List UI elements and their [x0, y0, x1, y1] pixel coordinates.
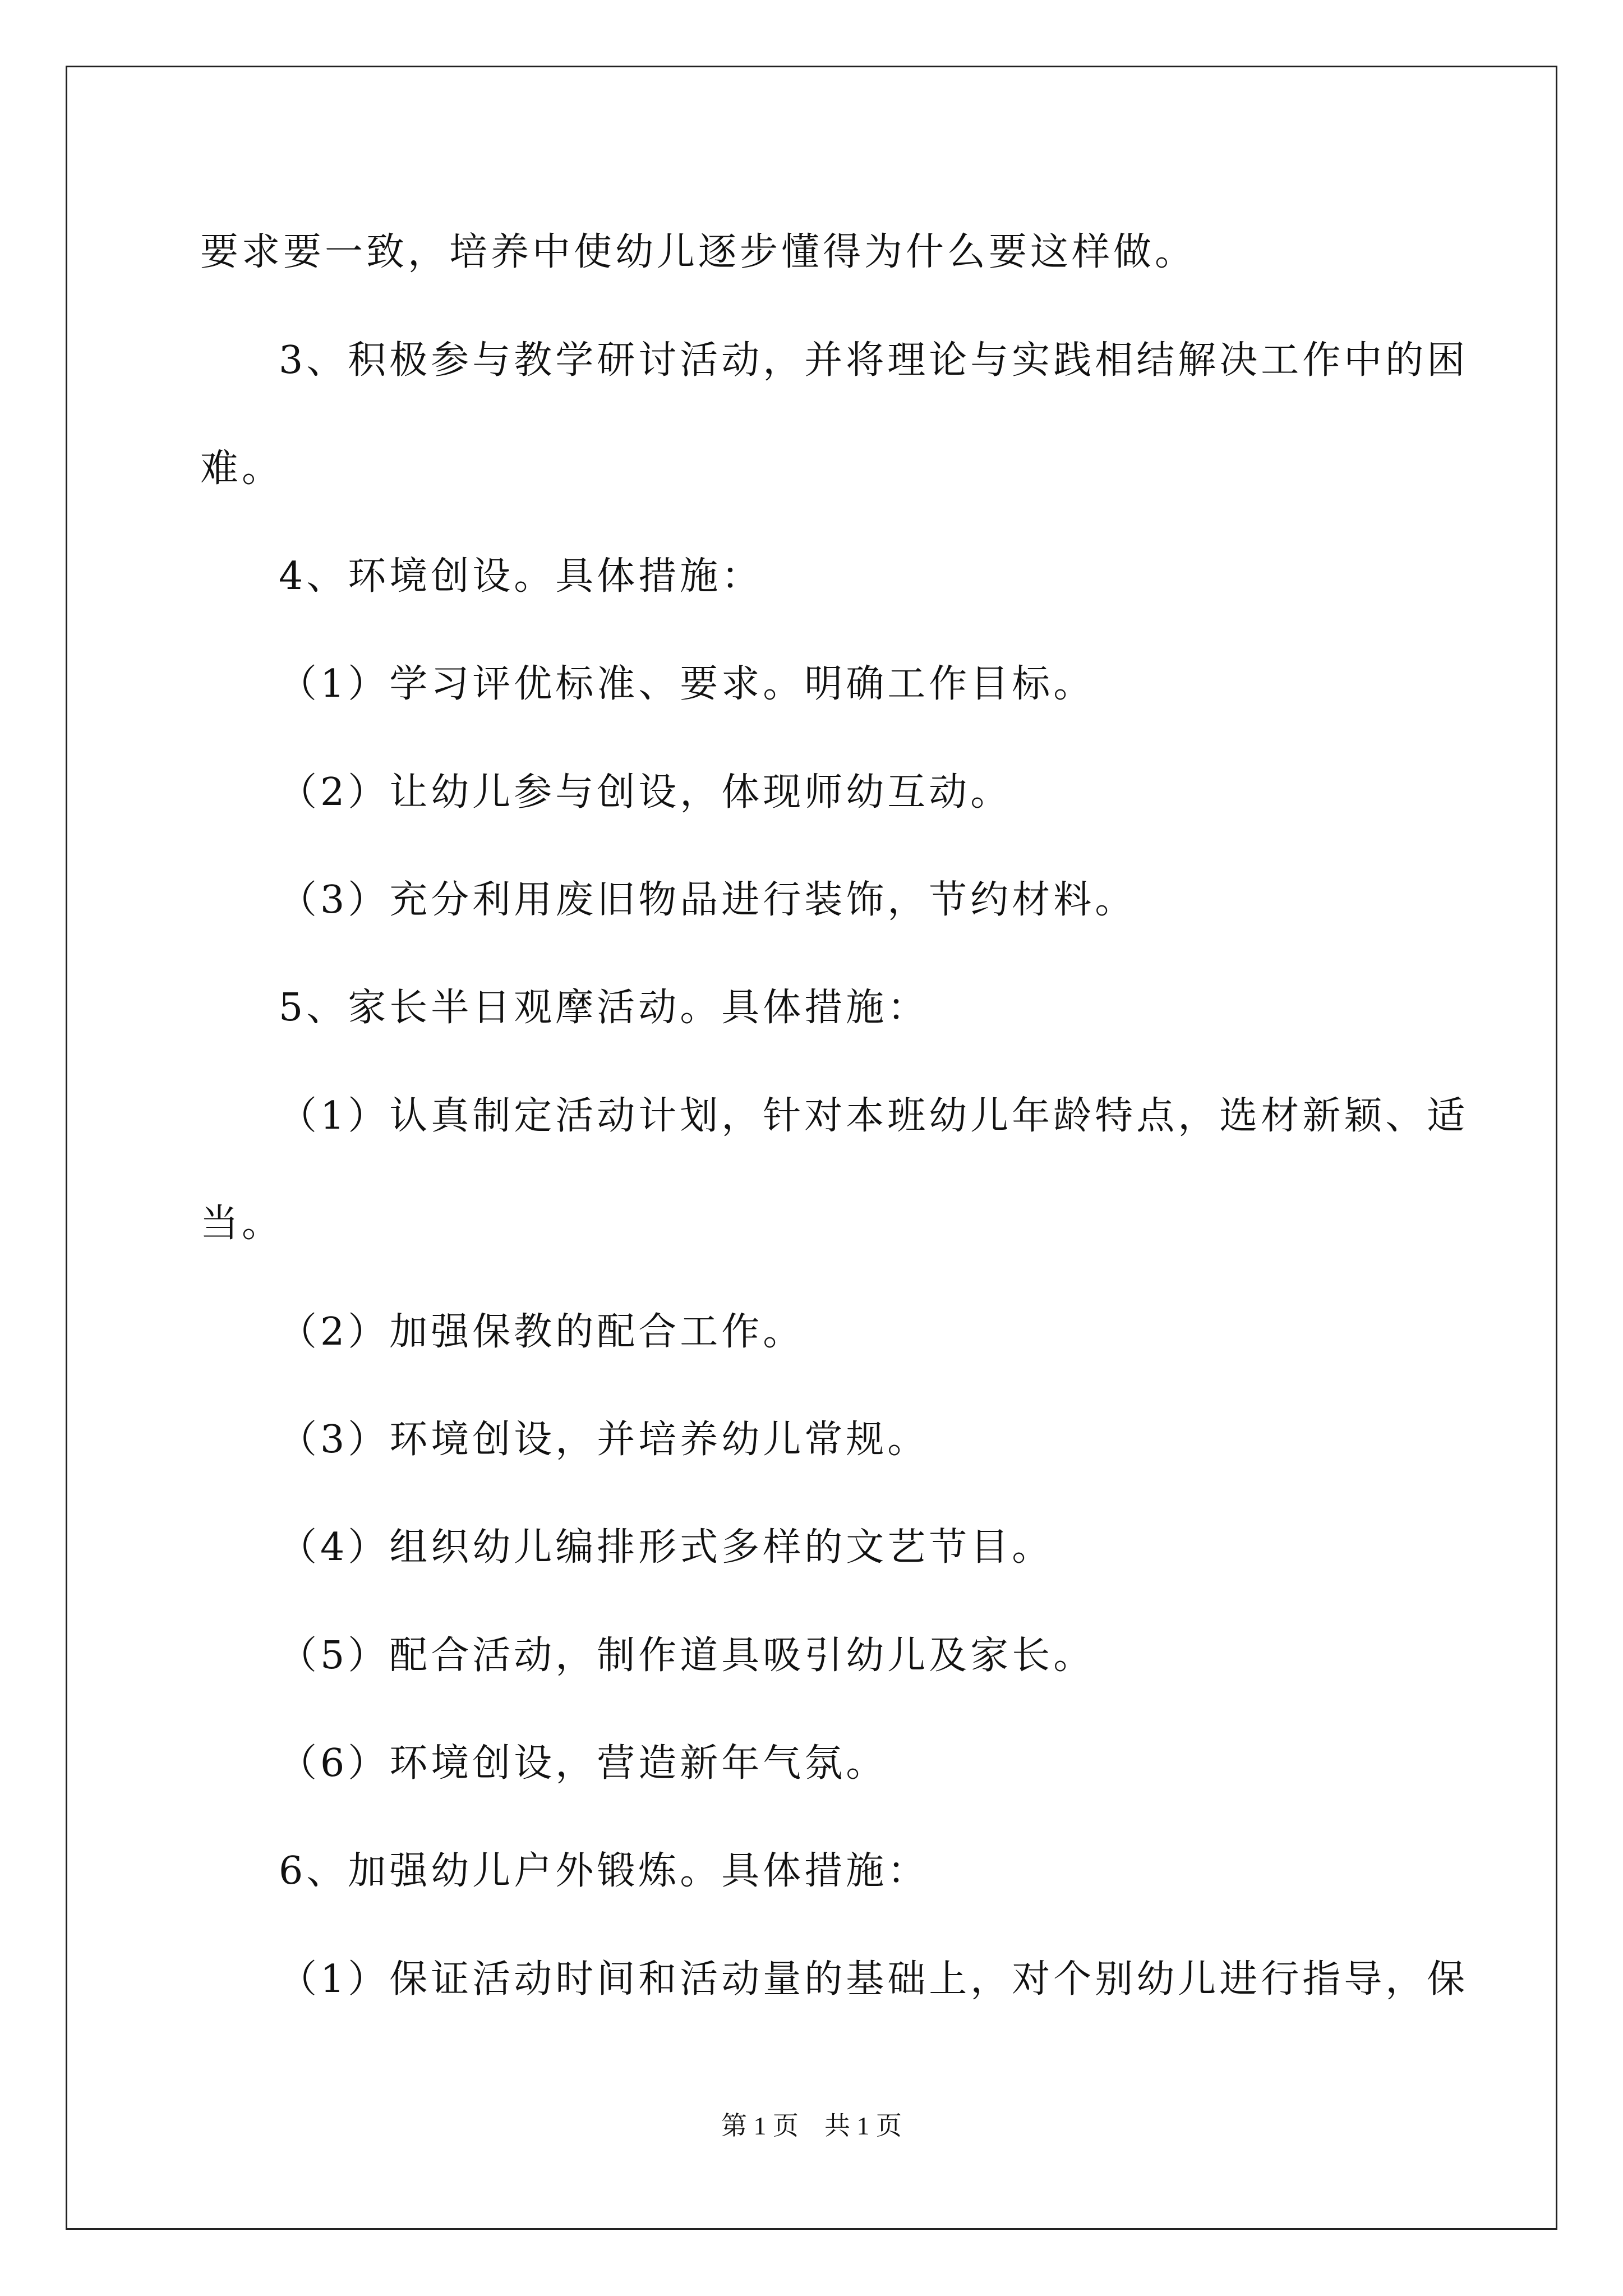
text-line: 5、家长半日观摩活动。具体措施：: [279, 986, 929, 1030]
text-line: 6、加强幼儿户外锻炼。具体措施：: [279, 1849, 929, 1893]
text-line: 4、环境创设。具体措施：: [279, 554, 763, 599]
text-line: 难。: [200, 447, 284, 491]
text-line: （6）环境创设，营造新年气氛。: [279, 1741, 888, 1786]
page-number-footer: 第 1 页 共 1 页: [721, 2111, 902, 2140]
text-line: （3）充分利用废旧物品进行装饰，节约材料。: [279, 878, 1137, 922]
text-line: （1）认真制定活动计划，针对本班幼儿年龄特点，选材新颖、适: [279, 1094, 1469, 1138]
text-line: （5）配合活动，制作道具吸引幼儿及家长。: [279, 1634, 1095, 1678]
text-line: 要求要一致，培养中使幼儿逐步懂得为什么要这样做。: [200, 230, 1197, 274]
text-line: （2）让幼儿参与创设，体现师幼互动。: [279, 770, 1012, 815]
text-line: （2）加强保教的配合工作。: [279, 1310, 805, 1354]
text-line: 当。: [200, 1202, 284, 1246]
text-line: （4）组织幼儿编排形式多样的文艺节目。: [279, 1525, 1054, 1570]
text-line: 3、积极参与教学研讨活动，并将理论与实践相结解决工作中的困: [279, 338, 1469, 383]
text-line: （1）学习评优标准、要求。明确工作目标。: [279, 662, 1095, 706]
text-line: （3）环境创设，并培养幼儿常规。: [279, 1418, 929, 1462]
text-line: （1）保证活动时间和活动量的基础上，对个别幼儿进行指导，保: [279, 1957, 1469, 2001]
page-border: [66, 66, 1557, 2230]
